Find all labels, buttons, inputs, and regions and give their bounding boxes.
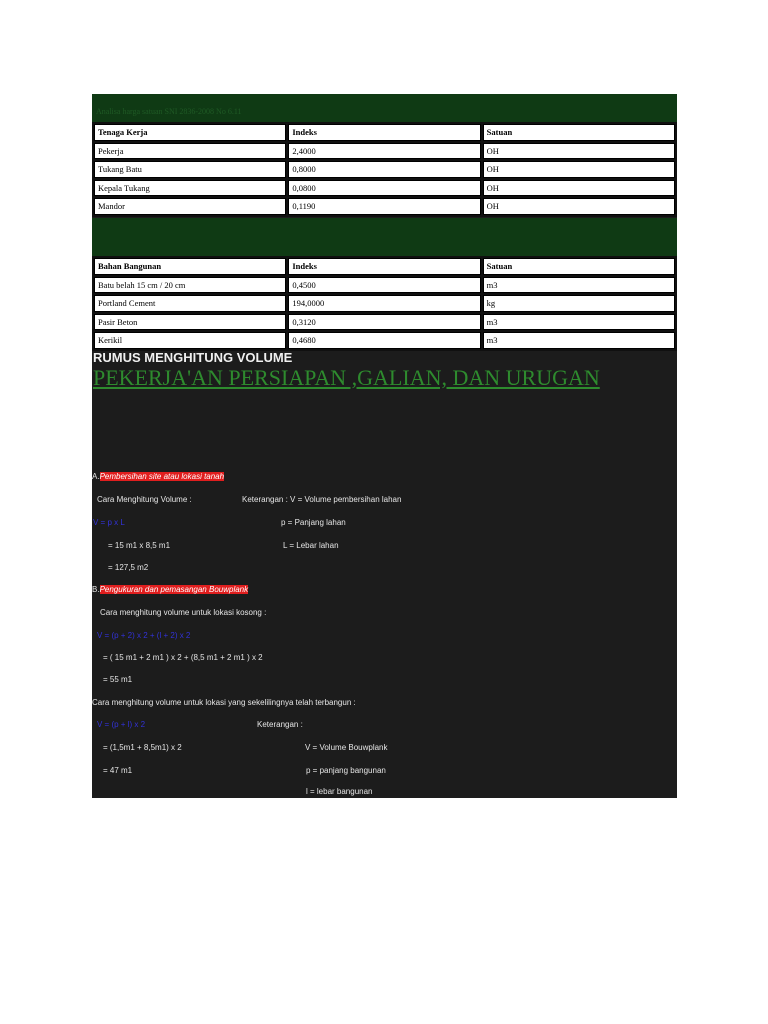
table-cell: OH [483,198,675,215]
header-cell: Satuan [483,258,675,275]
section-b-l-note: l = lebar bangunan [306,787,373,796]
section-a-formula: V = p x L [93,518,125,527]
table-row [94,161,675,178]
materials-table [92,256,677,351]
table-cell: OH [483,161,675,178]
table-cell: OH [483,143,675,160]
section-b-label: Pengukuran dan pemasangan Bouwplank [99,585,249,594]
section-b-p-note: p = panjang bangunan [306,766,386,775]
section-b-formula1: V = (p + 2) x 2 + (l + 2) x 2 [97,631,191,640]
section-b-keterangan: Keterangan : [257,720,303,729]
table-cell: Tukang Batu [94,161,286,178]
table-header-row [94,124,675,141]
table-row [94,295,675,312]
table-row [94,180,675,197]
section-b-step1: = ( 15 m1 + 2 m1 ) x 2 + (8,5 m1 + 2 m1 ) x 2 [103,653,263,662]
section-a-result: = 127,5 m2 [108,563,149,572]
table-cell: 0,8000 [288,161,480,178]
table-row [94,332,675,349]
table-cell: m3 [483,314,675,331]
table-cell: 2,4000 [288,143,480,160]
table-cell: 0,4500 [288,277,480,294]
section-heading-link[interactable]: PEKERJA'AN PERSIAPAN ,GALIAN, DAN URUGAN [93,365,600,390]
section-b-result1: = 55 m1 [103,675,133,684]
table-cell: 0,4680 [288,332,480,349]
table-cell: Pekerja [94,143,286,160]
header-cell: Indeks [288,124,480,141]
table-cell: 194,0000 [288,295,480,312]
table-row [94,198,675,215]
table-cell: 0,3120 [288,314,480,331]
table-cell: m3 [483,332,675,349]
section-b-step2: = (1,5m1 + 8,5m1) x 2 [103,743,182,752]
caption-text: Analisa harga satuan SNI 2836-2008 No 6.11 [96,107,242,116]
section-b-result2: = 47 m1 [103,766,133,775]
table-row [94,277,675,294]
separator-band [92,218,677,256]
table-cell: 0,0800 [288,180,480,197]
caption-band [92,94,677,122]
section-a-step1: = 15 m1 x 8,5 m1 [108,541,171,550]
table-cell: Mandor [94,198,286,215]
table-row [94,314,675,331]
table-cell: Kepala Tukang [94,180,286,197]
section-a-label: Pembersihan site atau lokasi tanah [99,472,225,481]
header-cell: Bahan Bangunan [94,258,286,275]
section-a-p-note: p = Panjang lahan [281,518,346,527]
header-cell: Indeks [288,258,480,275]
section-b-v-note: V = Volume Bouwplank [305,743,388,752]
table-cell: m3 [483,277,675,294]
section-b-formula2: V = (p + l) x 2 [97,720,146,729]
table-cell: Pasir Beton [94,314,286,331]
header-cell: Satuan [483,124,675,141]
section-b-heading [92,585,248,594]
section-a-keterangan: Keterangan : V = Volume pembersihan lahan [242,495,402,504]
labor-table [92,122,677,217]
document-page [92,94,677,798]
table-cell: Portland Cement [94,295,286,312]
section-a-cara: Cara Menghitung Volume : [97,495,192,504]
section-a-heading [92,472,224,481]
header-cell: Tenaga Kerja [94,124,286,141]
section-a-prefix: A. [92,472,100,481]
table-cell: kg [483,295,675,312]
table-row [94,143,675,160]
page-title: RUMUS MENGHITUNG VOLUME [93,350,293,365]
table-cell: 0,1190 [288,198,480,215]
table-cell: Kerikil [94,332,286,349]
section-b-cara1: Cara menghitung volume untuk lokasi kosong : [100,608,267,617]
section-b-prefix: B. [92,585,100,594]
table-header-row [94,258,675,275]
table-cell: OH [483,180,675,197]
section-b-cara2: Cara menghitung volume untuk lokasi yang sekelilingnya telah terbangun : [92,698,356,707]
table-cell: Batu belah 15 cm / 20 cm [94,277,286,294]
section-a-l-note: L = Lebar lahan [283,541,339,550]
